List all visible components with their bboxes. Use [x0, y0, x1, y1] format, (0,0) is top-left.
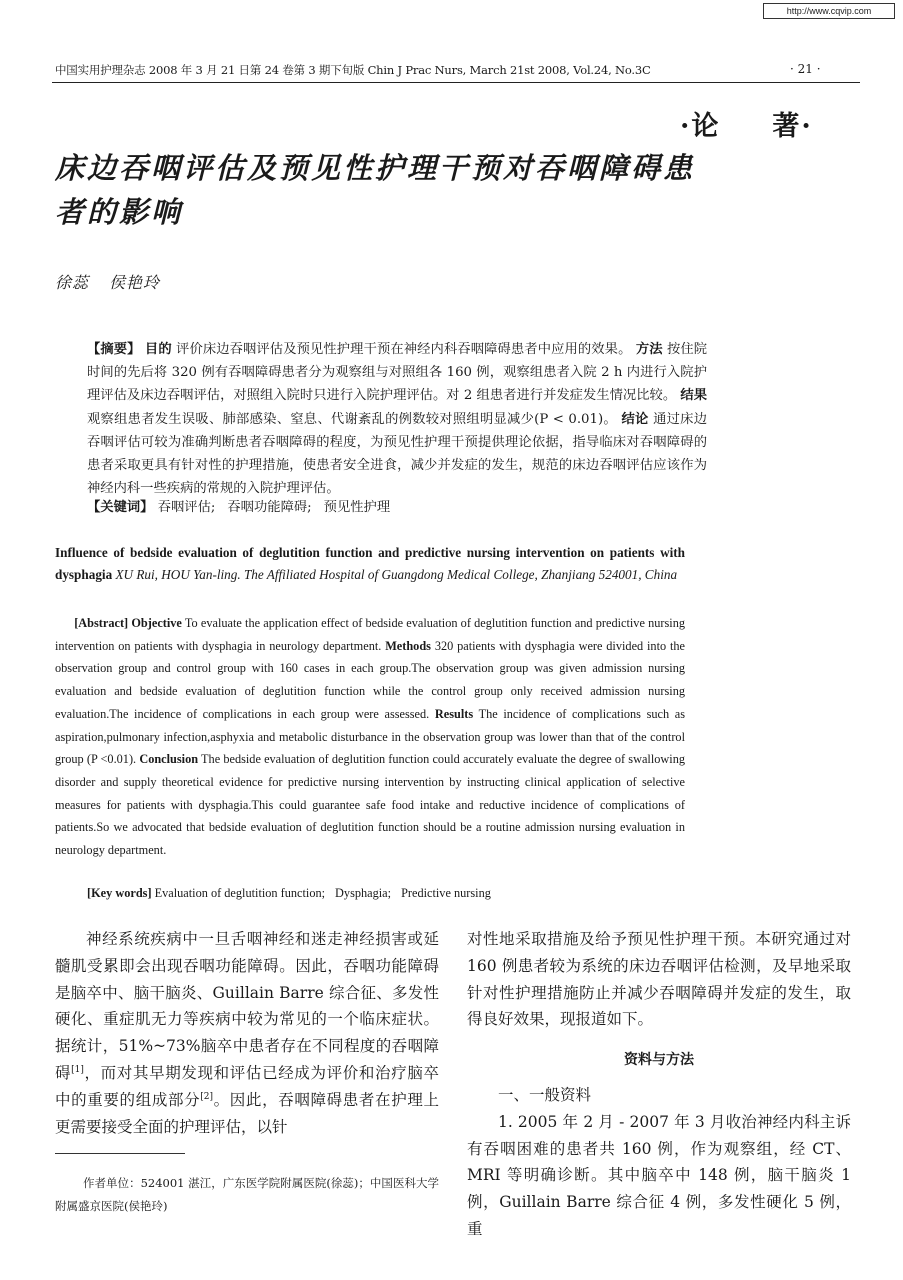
english-abstract [55, 612, 685, 862]
abstract-label: 【摘要】 [87, 342, 141, 357]
keywords-label-en: [Key words] [87, 886, 152, 900]
keywords-label: 【关键词】 [87, 500, 154, 515]
methods-label: 方法 [635, 342, 663, 357]
intro-text: 神经系统疾病中一旦舌咽神经和迷走神经损害或延髓肌受累即会出现吞咽功能障碍。因此，吞咽功能障碍是脑卒中、脑干脑炎、Guillain Barre 综合征、多发性硬化、重症肌无力等疾病中较为常见的一个临床症状。据统计，51%~73%脑卒中患者存在不同程度的吞咽障碍 [55, 930, 439, 1082]
journal-running-header: 中国实用护理杂志 2008 年 3 月 21 日第 24 卷第 3 期下旬版 Chin J Prac Nurs, March 21st 2008, Vol.24, No.3C [55, 63, 651, 77]
objective-label-en: Objective [131, 616, 182, 630]
author-name: 徐蕊 [55, 273, 90, 292]
citation-2[interactable]: [2] [200, 1091, 214, 1102]
chinese-abstract [87, 338, 707, 500]
footnote-label: 作者单位： [83, 1176, 141, 1190]
keyword-en: Evaluation of deglutition function; [154, 886, 326, 900]
section-label-right: 著· [772, 111, 813, 142]
footnote-text: 524001 湛江，广东医学院附属医院(徐蕊)；中国医科大学附属盛京医院(侯艳玲) [55, 1176, 440, 1213]
article-title: 床边吞咽评估及预见性护理干预对吞咽障碍患者的影响 [55, 151, 696, 229]
english-keywords [87, 883, 687, 903]
objective-text: 评价床边吞咽评估及预见性护理干预在神经内科吞咽障碍患者中应用的效果。 [176, 342, 632, 357]
header-rule [52, 82, 860, 83]
section-label [680, 104, 813, 143]
results-text: 观察组患者发生误吸、肺部感染、窒息、代谢紊乱的例数较对照组明显减少(P < 0.01)。 [87, 411, 617, 427]
results-label: 结果 [680, 388, 708, 404]
body-column-right [467, 926, 851, 1243]
chinese-keywords [87, 498, 707, 518]
author-affiliation-footnote [55, 1172, 439, 1218]
conclusion-label-en: Conclusion [139, 752, 199, 767]
author-list [55, 270, 160, 293]
intro-paragraph [55, 926, 439, 1140]
section-label-left: ·论 [680, 111, 721, 142]
methods-text-en: 320 patients with dysphagia were divided into the observation group and control group with 160 cases in each group.The observation group was given admission nursing evaluation and bedside evaluation of deglutition function while the control group only received admission nursing evaluation.The incidence of complications in each group were assessed. [55, 638, 685, 721]
keyword-en: Dysphagia; [335, 886, 392, 900]
english-byline: XU Rui, HOU Yan-ling. The Affiliated Hospital of Guangdong Medical College, Zhanjiang 524001, China [115, 567, 678, 582]
objective-text-en: To evaluate the application effect of bedside evaluation of deglutition function and predictive nursing intervention on patients with dysphagia in neurology department. [55, 616, 685, 653]
methods-label-en: Methods [385, 638, 431, 653]
results-text-en: The incidence of complications such as aspiration,pulmonary infection,asphyxia and metabolic disturbance in the observation group was lower than that of the control group (P <0.01). [55, 706, 685, 767]
results-label-en: Results [434, 706, 474, 721]
author-name: 侯艳玲 [109, 273, 161, 292]
body-paragraph: 1. 2005 年 2 月 - 2007 年 3 月收治神经内科主诉有吞咽困难的患者共 160 例，作为观察组，经 CT、MRI 等明确诊断。其中脑卒中 148 例，脑干脑炎 1 例，Guillain Barre 综合征 4 例，多发性硬化 5 例，重 [467, 1112, 851, 1238]
keyword-en: Predictive nursing [401, 886, 491, 900]
methods-text: 按住院时间的先后将 320 例有吞咽障碍患者分为观察组与对照组各 160 例，观察组患者入院 2 h 内进行入院护理评估及床边吞咽评估，对照组入院时只进行入院护理评估。对 2 组患者进行并发症发生情况比较。 [87, 342, 708, 404]
footnote-rule [55, 1153, 185, 1154]
conclusion-text: 通过床边吞咽评估可较为准确判断患者吞咽障碍的程度，为预见性护理干预提供理论依据，指导临床对吞咽障碍的患者采取更具有针对性的护理措施，使患者安全进食，减少并发症的发生，规范的床边吞咽评估应该作为神经内科一些疾病的常规的入院护理评估。 [87, 411, 708, 497]
keyword: 吞咽评估; [157, 500, 216, 515]
body-column-left [55, 926, 439, 1140]
section-heading: 资料与方法 [624, 1052, 694, 1069]
intro-text: ，而对其早期发现和评估已经成为评价和治疗脑卒中的重要的组成部分 [55, 1063, 439, 1109]
intro-text: 。因此，吞咽障碍患者在护理上更需要接受全面的护理评估，以针 [55, 1090, 439, 1136]
conclusion-label: 结论 [621, 411, 649, 427]
page-number: · 21 · [790, 62, 821, 76]
keyword: 吞咽功能障碍; [227, 500, 312, 515]
intro-continuation: 对性地采取措施及给予预见性护理干预。本研究通过对 160 例患者较为系统的床边吞咽评估检测，及早地采取针对性护理措施防止并减少吞咽障碍并发症的发生，取得良好效果，现报道如下。 [467, 930, 851, 1029]
abstract-label-en: [Abstract] [74, 616, 129, 630]
conclusion-text-en: The bedside evaluation of deglutition function could accurately evaluate the degree of swallowing disorder and supply theoretical evidence for predictive nursing intervention by instructing clinical application of selective measures for patients with dysphagia.This could guarantee safe food intake and reductive incidence of complications of patients.So we advocated that bedside evaluation of deglutition function should be a routine admission nursing evaluation in neurology department. [55, 752, 685, 858]
keyword: 预见性护理 [323, 500, 391, 515]
citation-1[interactable]: [1] [71, 1064, 84, 1075]
english-title-block [55, 542, 685, 586]
objective-label: 目的 [144, 342, 172, 357]
english-title: Influence of bedside evaluation of deglutition function and predictive nursing intervention on patients with dysphagia [55, 545, 685, 582]
source-url[interactable]: http://www.cqvip.com [763, 3, 895, 19]
subsection-heading: 一、一般资料 [498, 1085, 592, 1104]
